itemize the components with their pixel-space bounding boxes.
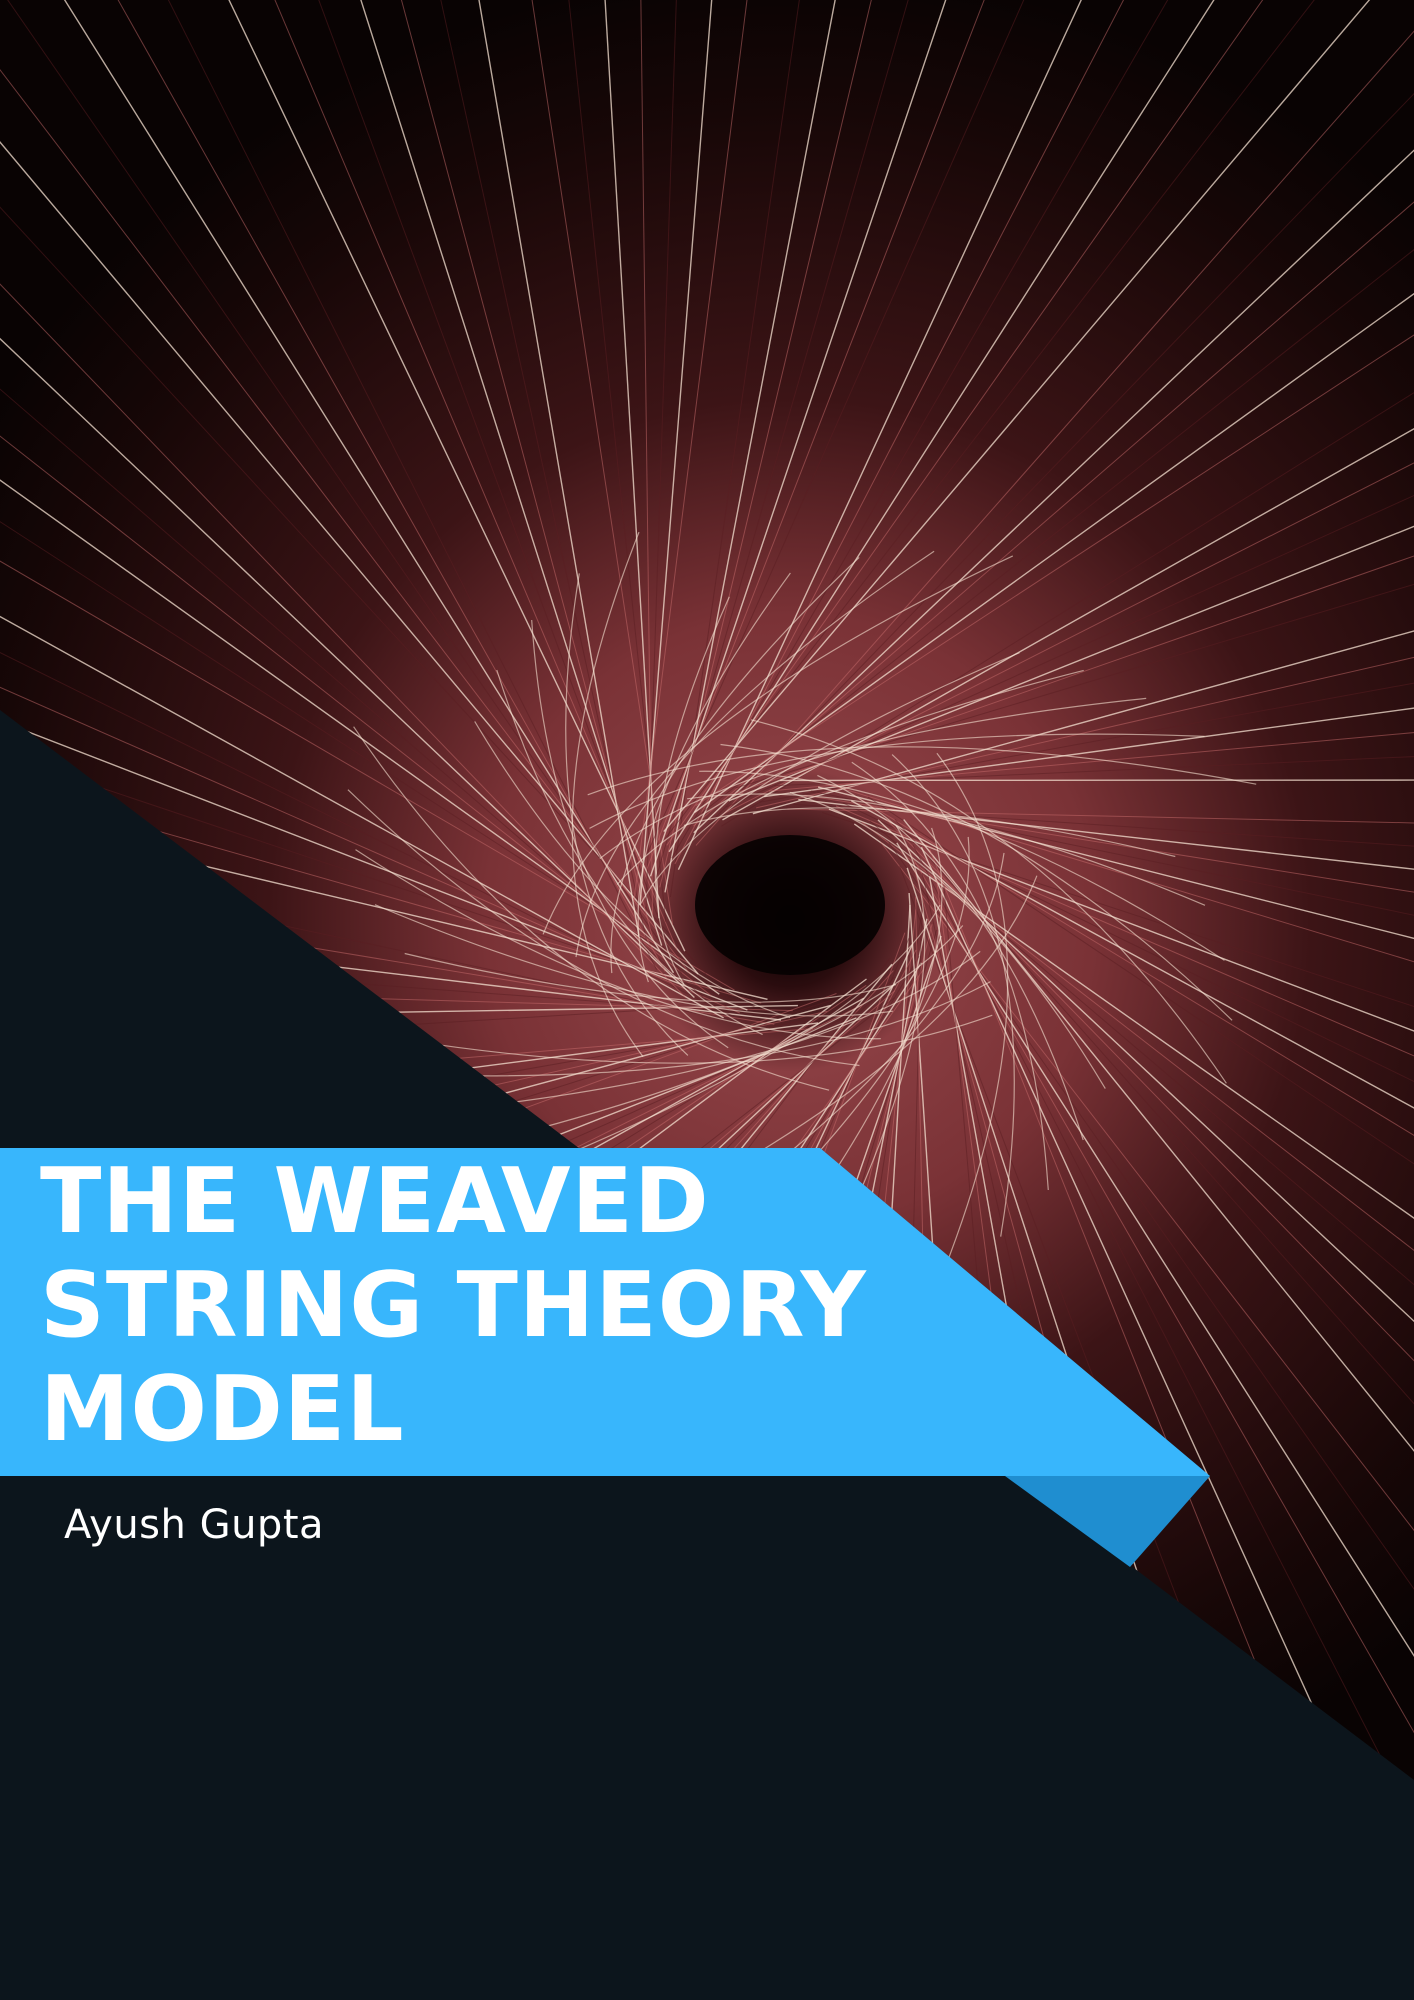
author-name: Ayush Gupta xyxy=(64,1502,325,1548)
title-line-1: THE WEAVED xyxy=(40,1149,710,1254)
book-title xyxy=(40,1150,1040,1462)
banner-fold xyxy=(1005,1476,1210,1567)
title-line-3: MODEL xyxy=(40,1357,405,1462)
title-line-2: STRING THEORY xyxy=(40,1253,867,1358)
